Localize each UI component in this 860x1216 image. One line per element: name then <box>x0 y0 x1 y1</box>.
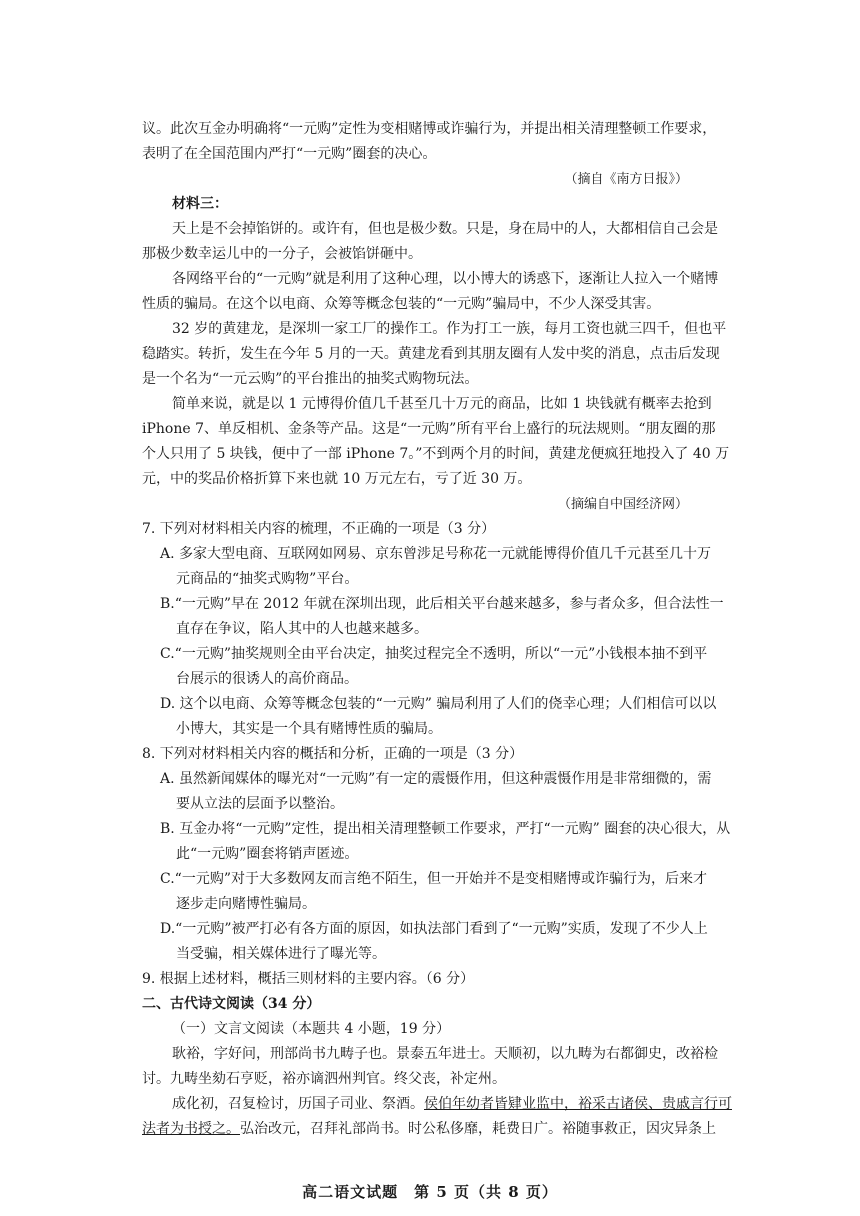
mat3-p3-l2: 稳踏实。转折，发生在今年 5 月的一天。黄建龙看到其朋友圈有人发中奖的消息，点击后发现 <box>142 346 720 362</box>
underlined-sentence-part1: 侯伯年幼者皆肄业监中，裕采古诸侯、贵戚言行可 <box>424 1096 732 1112</box>
q8-option-d: D.“一元购”被严打必有各方面的原因，如执法部门看到了“一元购”实质，发现了不少人上 当受骗，相关媒体进行了曝光等。 <box>160 921 708 962</box>
section2-subheading: （一）文言文阅读（本题共 4 小题，19 分） <box>172 1021 451 1037</box>
mat3-p4-l3: 个人只用了 5 块钱，便中了一部 iPhone 7。”不到两个月的时间，黄建龙便疯狂地投入了 40 万 <box>142 446 730 462</box>
q7-option-a: A. 多家大型电商、互联网如网易、京东曾涉足号称花一元就能博得价值几千元甚至几十万 元商品的“抽奖式购物”平台。 <box>160 546 712 587</box>
page-footer: 高二语文试题 第 5 页（共 8 页） <box>302 1183 558 1201</box>
q7-option-b: B.“一元购”早在 2012 年就在深圳出现，此后相关平台越来越多，参与者众多，但合法性一 直存在争议，陷人其中的人也越来越多。 <box>160 596 724 637</box>
mat3-p4-l1: 简单来说，就是以 1 元博得价值几千甚至几十万元的商品，比如 1 块钱就有概率去抢到 <box>172 396 712 412</box>
mat2-line-2: 表明了在全国范围内严打“一元购”圈套的决心。 <box>142 146 437 162</box>
mat2-line-1: 议。此次互金办明确将“一元购”定性为变相赌博或诈骗行为，并提出相关清理整顿工作要求， <box>142 121 717 137</box>
section2-heading: 二、古代诗文阅读（34 分） <box>142 996 321 1012</box>
q9-stem: 9. 根据上述材料，概括三则材料的主要内容。（6 分） <box>142 971 475 987</box>
mat2-source: （摘自《南方日报》） <box>564 172 688 187</box>
q8-stem: 8. 下列对材料相关内容的概括和分析，正确的一项是（3 分） <box>142 746 524 762</box>
classical-p1-l2: 讨。九畴坐劾石亨贬，裕亦谪泗州判官。终父丧，补定州。 <box>142 1071 506 1087</box>
q7-option-d: D. 这个以电商、众筹等概念包装的“一元购” 骗局利用了人们的侥幸心理；人们相信可以以 小博大，其实是一个具有赌博性质的骗局。 <box>160 696 717 737</box>
q8-option-b: B. 互金办将“一元购”定性，提出相关清理整顿工作要求，严打“一元购” 圈套的决心很大，从 此“一元购”圈套将销声匿迹。 <box>160 821 731 862</box>
mat3-p3-l1: 32 岁的黄建龙，是深圳一家工厂的操作工。作为打工一族，每月工资也就三四千，但也平 <box>172 321 727 337</box>
mat3-p1-l1: 天上是不会掉馅饼的。或许有，但也是极少数。只是，身在局中的人，大都相信自己会是 <box>172 221 718 237</box>
mat3-p4-l4: 元，中的奖品价格折算下来也就 10 万元左右，亏了近 30 万。 <box>142 471 532 487</box>
classical-p1-l1: 耿裕，字好问，刑部尚书九畴子也。景泰五年进士。天顺初，以九畴为右都御史，改裕检 <box>172 1046 718 1062</box>
q8-option-a: A. 虽然新闻媒体的曝光对“一元购”有一定的震慑作用，但这种震慑作用是非常细微的，需 要从立法的层面予以整治。 <box>160 771 712 812</box>
mat3-p2-l1: 各网络平台的“一元购”就是利用了这种心理，以小博大的诱惑下，逐渐让人拉入一个赌博 <box>172 271 719 287</box>
classical-p2-l2: 法者为书授之。弘治改元，召拜礼部尚书。时公私侈靡，耗费日广。裕随事救正，因灾异条上 <box>142 1121 716 1137</box>
mat3-p1-l2: 那极少数幸运儿中的一分子，会被馅饼砸中。 <box>142 246 422 262</box>
q7-option-c: C.“一元购”抽奖规则全由平台决定，抽奖过程完全不透明，所以“一元”小钱根本抽不到平 台展示的很诱人的高价商品。 <box>160 646 708 687</box>
q8-option-c: C.“一元购”对于大多数网友而言绝不陌生，但一开始并不是变相赌博或诈骗行为，后来才 逐步走向赌博性骗局。 <box>160 871 707 912</box>
mat3-p3-l3: 是一个名为“一元云购”的平台推出的抽奖式购物玩法。 <box>142 371 479 387</box>
q7-stem: 7. 下列对材料相关内容的梳理，不正确的一项是（3 分） <box>142 521 496 537</box>
underlined-sentence-part2: 法者为书授之。 <box>142 1121 240 1137</box>
mat3-p4-l2: iPhone 7、单反相机、金条等产品。这是“一元购”所有平台上盛行的玩法规则。“朋友圈的那 <box>142 421 716 437</box>
classical-p2-l1: 成化初，召复检讨，历国子司业、祭酒。侯伯年幼者皆肄业监中，裕采古诸侯、贵戚言行可 <box>172 1096 732 1112</box>
mat3-source: （摘编自中国经济网） <box>557 497 688 512</box>
mat3-p2-l2: 性质的骗局。在这个以电商、众筹等概念包装的“一元购”骗局中，不少人深受其害。 <box>142 296 661 312</box>
mat3-heading: 材料三： <box>172 196 228 212</box>
